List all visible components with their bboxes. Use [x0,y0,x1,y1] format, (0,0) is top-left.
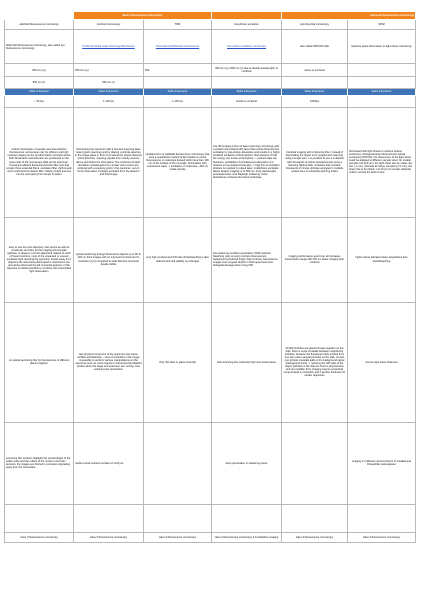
limitations-cell: 20,000 pinholes are placed closely together on the disk, there is some crosstalk between neighboring pinholes, because the fluorescent light emitted from one site enters several pinholes on the disk, not just one pinhole crosstalk adds to the background signal (background haze) -> reducing the S/N ratio of the object pinholes in the disk are fixed in physical size and not variable; thus, imaging may be somewhat compromised in resolution and z-section thickness for certain objectives [282,302,348,422]
flcm-link[interactable]: FLCM (Confocal Laser Scanning Microscope) [82,45,135,49]
resolution-cell: 500 nm (z) [74,77,144,89]
principle-row [5,107,416,217]
improved-group-header: Improved fluorescence microscopy [282,12,416,20]
column-header: spinning disk microscopy [282,20,348,30]
resolution-cell [144,77,212,89]
spacer-cell [212,504,282,532]
class-cell: class 3 fluorescence microscopy [144,532,212,542]
principle-cell: Updated form of widefield fluorescence microscopy that uses a specialized method of illumination to excite fluorescence in molecules located within less than 100 nm of the surface of the coverslip. Illumination with evanescent wave -> excitation of molecules ~100 nm inside sample [144,107,212,217]
principle-cell: Illuminated with light sheets to achieve optical sectioning: orthogonal sheet fluorescence optical sectioning (OPFOS). the dimensions of the light sheet could be adapted to different sample sizes: for smaller samples (10-100 um), the light sheet can be made very thin (~1 um), whereas for larger samples (1-5 mm), the sheet has to be thicker (~5-10 um) to remain relatively uniform across the field of view [348,107,416,217]
limitations-cell: slow scanning low resolution high cost power beam [212,302,282,422]
applications-cell [144,422,212,504]
static-cell: Static & Dynamic [348,89,416,95]
comparison-table [4,11,416,543]
column-header: confocal microscopy [74,20,144,30]
advantages-cell: imaging performance good over all increases transmission range 400-700 nm faster imaging than confocal [282,217,348,302]
speed-cell: > 30 fps [5,95,74,107]
resolution-cell [212,77,282,89]
spacer-cell [74,504,144,532]
spacer-row [5,504,416,532]
static-cell: Static & Dynamic [282,89,348,95]
spacer-cell [348,504,416,532]
class-row [5,532,416,542]
static-cell: Static & Dynamic [144,89,212,95]
resolution-cell [348,77,416,89]
class-cell: class 3 fluorescence microscopy [348,532,416,542]
principle-cell: uniform illumination of sample and area detector fluorescence microscopes rely for efficient and high contrast imaging on the epi-illumination principle where both illumination and detection are positioned on the same side of the microscope slide as the specimen. Crucial are efficient fluorescence/color filter sets that contain three essential filters: excitation filter, dichromatic mirror and barrier/emission filter. Variety of light sources can be used going from lamps to lasers [5,107,74,217]
advantages-cell: easy to use low cost objective, that serves as well as condenser and then as the imaging-forming light gatherer, is always in correct alignment relative to each of these functions. most of the unwanted or unused excitation light reaching the specimen travels away from objective the area being illuminated is restricted to the area being observed the full numerical aperture of the objective is utilized possible to combine with transmitted light observation [5,217,74,302]
resolution-cell: 500 [144,64,212,77]
resolution-cell: 800 nm (z) [5,77,74,89]
intro-row [5,30,416,64]
intro-cell: also called NIPKOW disk [282,30,348,64]
speed-cell: 1000fps [282,95,348,107]
resolution-cell: 250 nm (xy) [74,64,144,77]
advantages-cell: low scattering excellent penetration (NIR) reduced bleaching (only at spot) minimize fluorescence background produced bright, high contrast, fluorescence images even at great depths in thick specimens less biological damage when using NIR [212,217,282,302]
static-cell: Static & Dynamic [74,89,144,95]
resolution-xy-row [5,64,416,77]
spacer-cell [144,504,212,532]
column-header: widefield fluorescence microscopy [5,20,74,30]
advantages-cell: higher tissue tolerates faster acquisitions less photobleaching [348,217,416,302]
static-cell: Static & Dynamic [5,89,74,95]
applications-cell: screening thin sections highlight the overall shape of the pollen grain and the outline of the nuclei in the brain sections, the images are blurred by emission originating away from the focal plane [5,422,74,504]
resolution-cell: same as confocal [282,64,348,77]
resolution-cell: 250 nm (xy) [5,64,74,77]
limitations-cell: no optical sectioning blur by fluorescence of different planes together [5,302,74,422]
column-header: TIRF [144,20,212,30]
class-cell: class 3 fluorescence microscopy [5,532,74,542]
static-cell: Static & Dynamic [212,89,282,95]
resolution-cell [348,64,416,77]
group-header-row [5,12,416,20]
basic-group-header: Basic Fluorescence microscopy [74,12,212,20]
column-header: SPIM [348,20,416,30]
group-header-blank [5,12,74,20]
principle-cell: true 3D imaging a form of laser-scanning microscopy with a pulsed near-infrared (IR) laser that excites fluorescence excitation by two-photon absorption and results in a highly localized excitation of fluorophores. Red photons of half the energy can excite a fluorophore -> excited state can fluoresce. probability of simultaneous absorption of 2 photons is low (squared intensity) -> high flux of excitation photons is required in pulsed laser. multiphoton excitation allows deeper imaging up to 500 um. long wavelengths penetrate better, less Rayleigh scattering. lower absorbance of tissue Non-linear technique [212,107,282,217]
intro-cell: selective plane illumination or light-sheet microscopy [348,30,416,64]
speed-cell: 1-100 fps [144,95,212,107]
class-cell: class 3 fluorescence microscopy [74,532,144,542]
speed-cell: 1-100 fps [74,95,144,107]
class-cell: class 3 fluorescence microscopy [282,532,348,542]
resolution-z-row [5,77,416,89]
limitations-cell: fast physical movement of the specimen can cause wobble and distortion -- loss of resolution in the image impossible to perform various manipulations on the specimen such as micro-injection of fluorescently labelled probes when the stage and specimen are moving, time scanning low penetration [74,302,144,422]
speed-cell: similar to confocal [212,95,282,107]
applications-row [5,422,416,504]
advantages-cell: very high contrast and S/N ratio photobleaching is also reduced and cell viability is prolonged [144,217,212,302]
principle-cell: Illuminating the specimen with a focused scanning laser beam (point scanning) and by placing a pinhole aperture in the image plane in front of an electronic photon detector (point detector). rejecting signals from nearby sources above and below the focal plane. The confocal principle: Excitation wavelengths from a laser point source are confocal with a scanning point in the specimen. out-of-focus information is largely excluded from the detector and final image [74,107,144,217]
applications-cell [282,422,348,504]
resolution-cell: 300 nm (xy) 1000 nm (z) due to double wavelengths of confocal [212,64,282,77]
intro-link[interactable] [144,30,212,64]
two-photon-link[interactable]: Two-photon excitation microscopy [226,45,267,49]
speed-cell [348,95,416,107]
speed-row [5,95,416,107]
limitations-cell: Only thin slice to glass coverslip [144,302,212,422]
limitations-cell: uneven light sheet thickness [348,302,416,422]
limitations-row [5,302,416,422]
spacer-cell [5,504,74,532]
intro-link[interactable] [212,30,282,64]
advantages-cell: optical sectioning through fluorescent objects up to 50 to 100 um thick images with an improved contrast and 3-resolution (xyz) compared to wide field fine structural details visible [74,217,144,302]
tirf-link[interactable]: Total Internal Reflection Fluorescence [155,45,200,49]
applications-cell: medium-thick sections surface of embryos [74,422,144,504]
column-header: two-photon excitation [212,20,282,30]
class-cell: class 3 fluorescence microscopy & 11 labelfree imaging [212,532,282,542]
applications-cell: deep penetration in scattering tissue [212,422,282,504]
resolution-cell [282,77,348,89]
spacer-cell [282,504,348,532]
applications-cell: imaging in millimeter sized embryos of medaka and Drosophila melanogaster [348,422,416,504]
intro-cell: Wide field fluorescence microscopy, also called epi-fluorescence microscopy [5,30,74,64]
intro-link[interactable] [74,30,144,64]
column-header-row [5,20,416,30]
advantages-row [5,217,416,302]
principle-cell: Confocal imaging with a Spinning Disc. Instead of illuminating the object to be imaged and scanning using a single spot, it is possible to use a multipoint with thousands of points simultaneously using a Spinning Nipkow disk. A Nipkow disk contains thousands of minute pinholes arranged in multiple nested lines of outwardly spinning tracks [282,107,348,217]
group-header-gap [212,12,282,20]
